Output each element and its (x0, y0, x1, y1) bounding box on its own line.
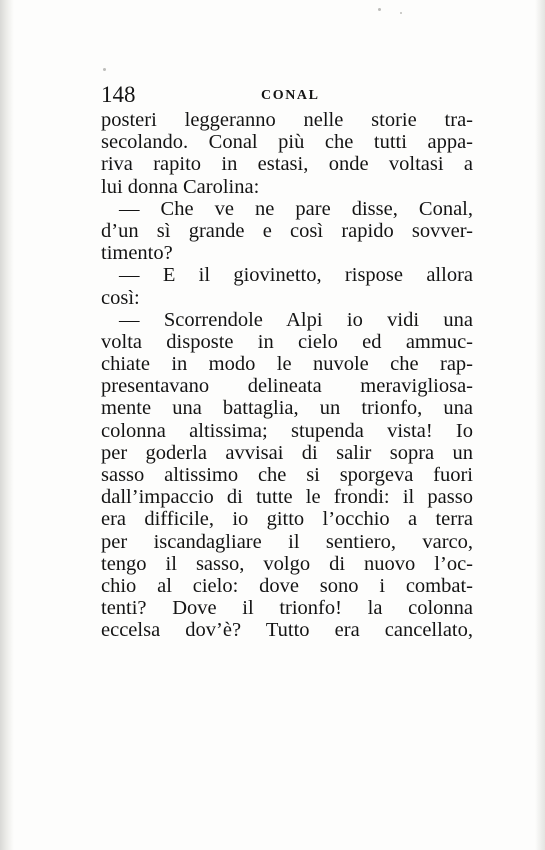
text-line: lui donna Carolina: (101, 175, 260, 198)
page-gutter-shadow (0, 0, 14, 850)
text-line: riva rapito in estasi, onde voltasi a (101, 153, 473, 176)
text-line: era difficile, io gitto l’occhio a terra (101, 508, 473, 531)
text-line: — Che ve ne pare disse, Conal, (119, 197, 473, 220)
running-head: CONAL (261, 88, 320, 103)
text-line: mente una battaglia, un trionfo, una (101, 397, 473, 420)
text-line: timento? (101, 242, 173, 265)
text-line: eccelsa dov’è? Tutto era cancellato, (101, 619, 473, 642)
text-line: secolando. Conal più che tutti appa- (101, 131, 473, 154)
text-line: d’un sì grande e così rapido sovver- (101, 219, 473, 242)
page-header (101, 80, 471, 110)
text-line: — E il giovinetto, rispose allora (119, 264, 473, 287)
paper-speck (103, 68, 106, 71)
text-line: per goderla avvisai di salir sopra un (101, 441, 473, 464)
text-line: dall’impaccio di tutte le frondi: il passo (101, 486, 473, 509)
text-line: posteri leggeranno nelle storie tra- (101, 109, 473, 131)
text-line: colonna altissima; stupenda vista! Io (101, 419, 473, 442)
text-line: così: (101, 286, 140, 309)
text-line: — Scorrendole Alpi io vidi una (119, 308, 473, 331)
page-edge-shadow (535, 0, 545, 850)
body-text (101, 109, 473, 642)
paper-speck (400, 12, 402, 14)
text-line: per iscandagliare il sentiero, varco, (101, 530, 473, 553)
text-line: sasso altissimo che si sporgeva fuori (101, 464, 473, 486)
text-line: tengo il sasso, volgo di nuovo l’oc- (101, 552, 473, 575)
paper-speck (378, 8, 381, 11)
text-line: chio al cielo: dove sono i combat- (101, 574, 473, 597)
text-line: presentavano delineata meravigliosa- (101, 375, 473, 398)
text-line: volta disposte in cielo ed ammuc- (101, 330, 473, 353)
page-number: 148 (101, 82, 136, 107)
text-line: chiate in modo le nuvole che rap- (101, 353, 473, 376)
text-line: tenti? Dove il trionfo! la colonna (101, 597, 473, 620)
